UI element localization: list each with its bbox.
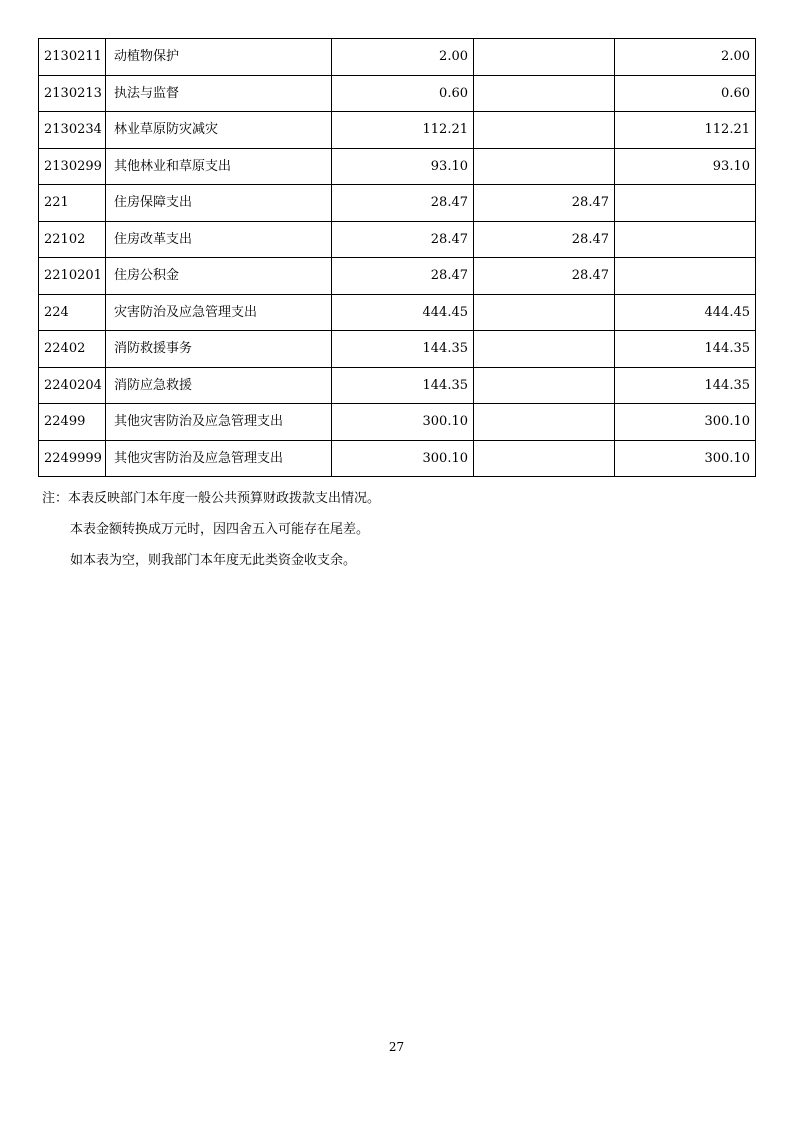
subject-name: 住房公积金 xyxy=(106,258,332,295)
project-expenditure xyxy=(615,221,756,258)
basic-expenditure: 28.47 xyxy=(474,221,615,258)
basic-expenditure xyxy=(474,331,615,368)
table-row xyxy=(39,148,756,185)
budget-table xyxy=(38,38,756,477)
total-amount: 0.60 xyxy=(332,75,474,112)
subject-name: 消防救援事务 xyxy=(106,331,332,368)
total-amount: 28.47 xyxy=(332,221,474,258)
subject-name: 灾害防治及应急管理支出 xyxy=(106,294,332,331)
project-expenditure: 300.10 xyxy=(615,440,756,477)
basic-expenditure xyxy=(474,367,615,404)
basic-expenditure xyxy=(474,440,615,477)
project-expenditure xyxy=(615,258,756,295)
total-amount: 28.47 xyxy=(332,258,474,295)
total-amount: 144.35 xyxy=(332,367,474,404)
subject-code: 2130234 xyxy=(39,112,106,149)
total-amount: 28.47 xyxy=(332,185,474,222)
total-amount: 2.00 xyxy=(332,39,474,76)
subject-code: 22102 xyxy=(39,221,106,258)
table-row xyxy=(39,39,756,76)
subject-code: 22499 xyxy=(39,404,106,441)
table-notes xyxy=(42,483,380,576)
basic-expenditure xyxy=(474,112,615,149)
total-amount: 300.10 xyxy=(332,404,474,441)
project-expenditure: 444.45 xyxy=(615,294,756,331)
table-row xyxy=(39,367,756,404)
note-line-empty: 如本表为空，则我部门本年度无此类资金收支余。 xyxy=(70,553,357,568)
basic-expenditure xyxy=(474,294,615,331)
table-row xyxy=(39,112,756,149)
table-row xyxy=(39,294,756,331)
subject-code: 221 xyxy=(39,185,106,222)
subject-code: 2240204 xyxy=(39,367,106,404)
basic-expenditure: 28.47 xyxy=(474,258,615,295)
project-expenditure: 300.10 xyxy=(615,404,756,441)
subject-code: 2130213 xyxy=(39,75,106,112)
table-body xyxy=(39,39,756,477)
subject-name: 住房保障支出 xyxy=(106,185,332,222)
total-amount: 300.10 xyxy=(332,440,474,477)
project-expenditure: 112.21 xyxy=(615,112,756,149)
total-amount: 93.10 xyxy=(332,148,474,185)
project-expenditure: 93.10 xyxy=(615,148,756,185)
project-expenditure xyxy=(615,185,756,222)
table-row xyxy=(39,185,756,222)
basic-expenditure xyxy=(474,75,615,112)
basic-expenditure xyxy=(474,404,615,441)
total-amount: 112.21 xyxy=(332,112,474,149)
project-expenditure: 2.00 xyxy=(615,39,756,76)
table-row xyxy=(39,221,756,258)
note-line-source: 注：本表反映部门本年度一般公共预算财政拨款支出情况。 xyxy=(42,491,381,506)
note-line-rounding: 本表金额转换成万元时，因四舍五入可能存在尾差。 xyxy=(70,522,370,537)
subject-code: 2249999 xyxy=(39,440,106,477)
subject-code: 224 xyxy=(39,294,106,331)
basic-expenditure: 28.47 xyxy=(474,185,615,222)
table-row xyxy=(39,404,756,441)
project-expenditure: 144.35 xyxy=(615,367,756,404)
subject-name: 其他灾害防治及应急管理支出 xyxy=(106,440,332,477)
subject-name: 林业草原防灾减灾 xyxy=(106,112,332,149)
subject-code: 2130299 xyxy=(39,148,106,185)
subject-code: 2210201 xyxy=(39,258,106,295)
basic-expenditure xyxy=(474,39,615,76)
subject-name: 执法与监督 xyxy=(106,75,332,112)
page-number: 27 xyxy=(388,1040,405,1054)
subject-name: 住房改革支出 xyxy=(106,221,332,258)
subject-code: 2130211 xyxy=(39,39,106,76)
project-expenditure: 0.60 xyxy=(615,75,756,112)
subject-name: 其他林业和草原支出 xyxy=(106,148,332,185)
total-amount: 144.35 xyxy=(332,331,474,368)
table-row xyxy=(39,75,756,112)
subject-code: 22402 xyxy=(39,331,106,368)
total-amount: 444.45 xyxy=(332,294,474,331)
subject-name: 动植物保护 xyxy=(106,39,332,76)
subject-name: 其他灾害防治及应急管理支出 xyxy=(106,404,332,441)
basic-expenditure xyxy=(474,148,615,185)
table-row xyxy=(39,258,756,295)
table-row xyxy=(39,440,756,477)
subject-name: 消防应急救援 xyxy=(106,367,332,404)
table-row xyxy=(39,331,756,368)
project-expenditure: 144.35 xyxy=(615,331,756,368)
